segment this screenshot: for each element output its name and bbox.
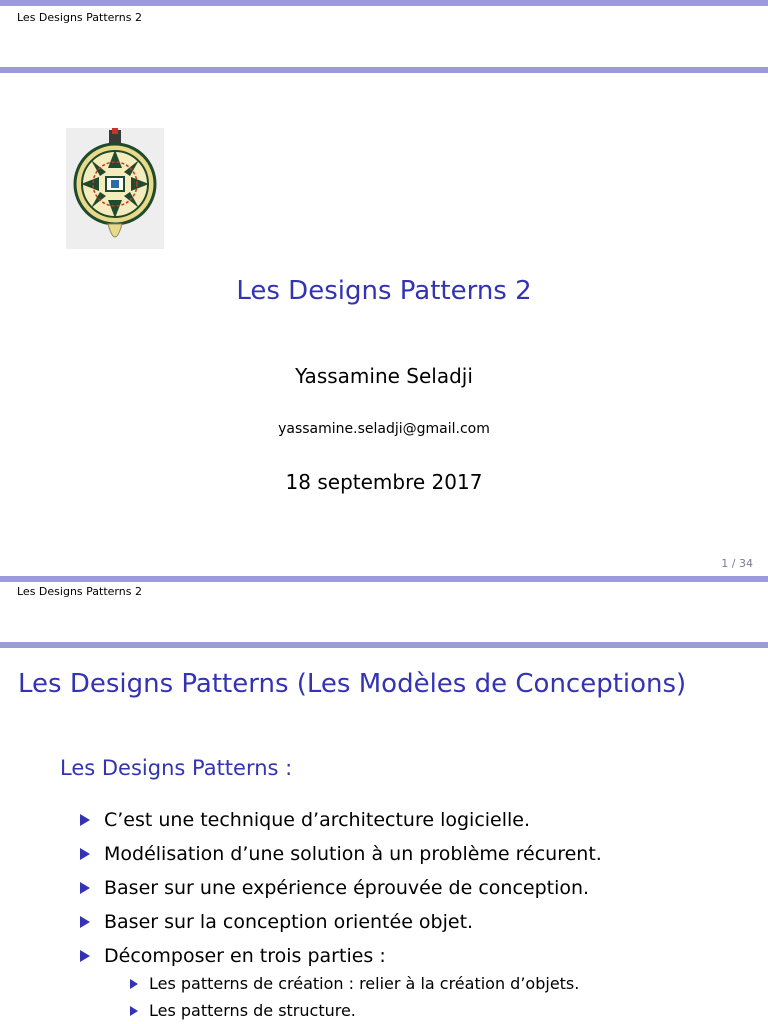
slide2-subtitle: Les Designs Patterns : [60,756,293,780]
bullet-triangle-icon [80,848,90,860]
slide2-header: Les Designs Patterns 2 [17,585,142,598]
list-item: Baser sur une expérience éprouvée de conception. [80,871,602,905]
bullet-triangle-icon [80,814,90,826]
list-item: Modélisation d’une solution à un problème récurent. [80,837,602,871]
bullet-triangle-icon [80,916,90,928]
list-item: C’est une technique d’architecture logicielle. [80,803,602,837]
bullet-triangle-icon [80,882,90,894]
bullet-triangle-icon [80,950,90,962]
header-bar [0,67,768,73]
list-item: Les patterns de structure. [130,997,579,1024]
bullet-triangle-icon [130,1006,138,1016]
slide2-top-bar [0,576,768,582]
bullet-list [80,803,602,973]
sub-bullet-list [130,970,579,1024]
top-bar [0,0,768,6]
author-name: Yassamine Seladji [295,364,473,388]
author-email: yassamine.seladji@gmail.com [278,421,490,437]
slide2-title: Les Designs Patterns (Les Modèles de Conceptions) [18,669,687,699]
slide1-title: Les Designs Patterns 2 [236,276,532,306]
list-item: Les patterns de création : relier à la création d’objets. [130,970,579,997]
list-item: Décomposer en trois parties : [80,939,602,973]
list-item: Baser sur la conception orientée objet. [80,905,602,939]
presentation-date: 18 septembre 2017 [285,470,483,494]
slide2-header-bar [0,642,768,648]
bullet-triangle-icon [130,979,138,989]
university-seal-icon [66,128,164,249]
slide1-header: Les Designs Patterns 2 [17,11,142,24]
page-number: 1 / 34 [721,557,753,570]
